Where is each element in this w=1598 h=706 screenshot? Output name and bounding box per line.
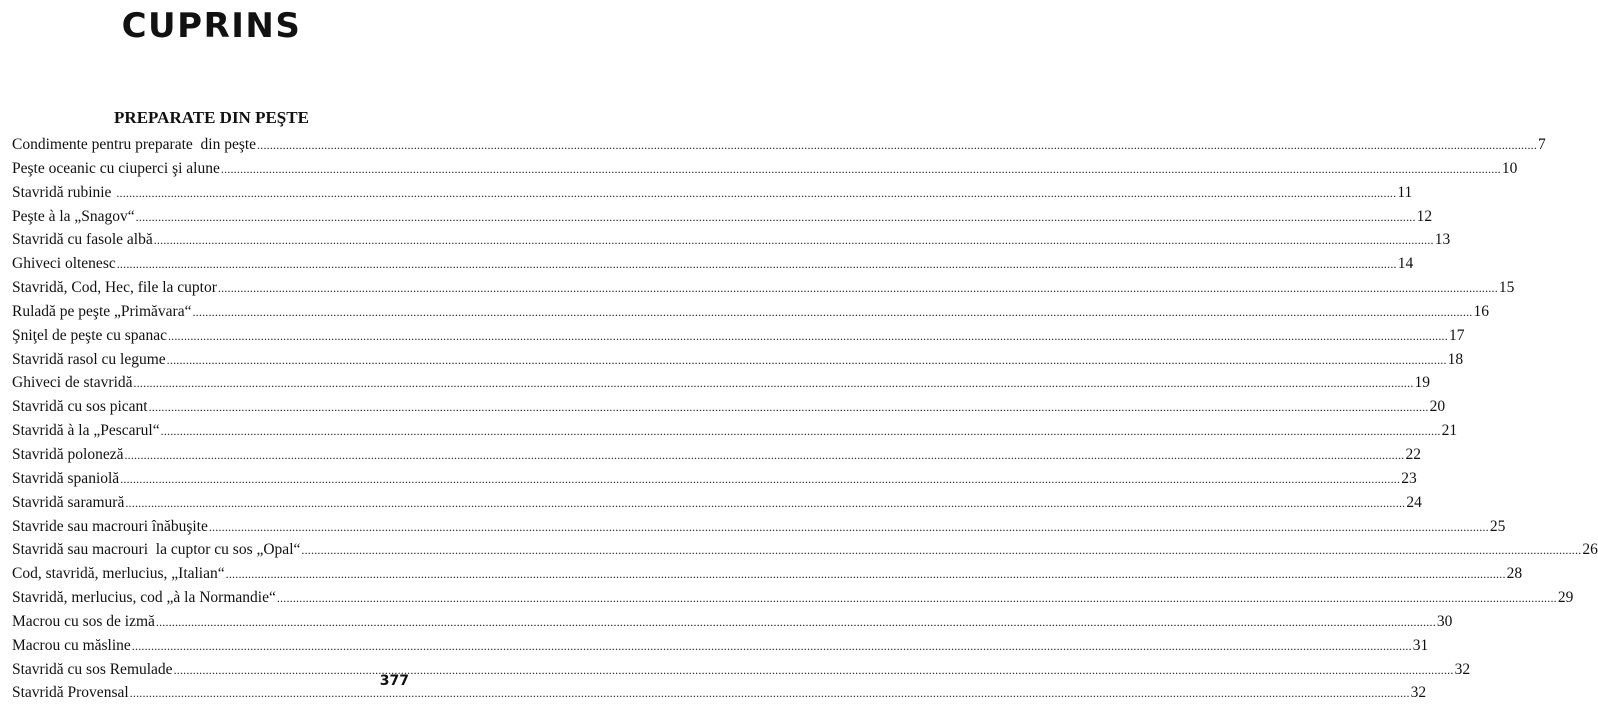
toc-entry-page: 29 <box>1557 589 1574 607</box>
dot-leader: ................................................................................................................................................................................................................................................................................................................................................................................................................ <box>167 328 1448 343</box>
toc-entry-title: Stavridă rasol cu legume <box>12 350 166 368</box>
toc-entry-page: 18 <box>1447 350 1464 368</box>
table-of-contents <box>12 133 1598 705</box>
toc-entry-title: Peşte à la „Snagov“ <box>12 207 135 225</box>
dot-leader: ................................................................................................................................................................................................................................................................................................................................................................................................................ <box>131 638 1412 653</box>
toc-entry <box>12 491 1422 515</box>
dot-leader: ................................................................................................................................................................................................................................................................................................................................................................................................................ <box>301 543 1582 558</box>
dot-leader: ................................................................................................................................................................................................................................................................................................................................................................................................................ <box>208 519 1489 534</box>
toc-entry-page: 23 <box>1401 469 1417 487</box>
toc-entry <box>12 300 1489 324</box>
toc-entry-page: 32 <box>1454 660 1471 678</box>
toc-entry-title: Stavridă, Cod, Hec, file la cuptor <box>12 279 217 297</box>
toc-entry <box>12 371 1431 395</box>
toc-entry-page: 21 <box>1441 422 1458 440</box>
toc-entry-page: 28 <box>1506 565 1523 583</box>
toc-entry-title: Stavridă poloneză <box>12 445 124 463</box>
toc-entry-page: 25 <box>1489 517 1506 535</box>
toc-entry-page: 7 <box>1538 136 1546 153</box>
toc-entry-page: 10 <box>1501 159 1518 177</box>
toc-entry-page: 31 <box>1412 636 1429 654</box>
toc-entry-title: Stavridă cu fasole albă <box>12 231 153 249</box>
toc-entry <box>12 515 1506 539</box>
toc-entry <box>12 228 1451 252</box>
toc-entry-page: 17 <box>1448 326 1465 344</box>
dot-leader: ................................................................................................................................................................................................................................................................................................................................................................................................................ <box>276 591 1557 606</box>
toc-entry <box>12 324 1465 348</box>
toc-entry <box>12 157 1518 181</box>
toc-entry <box>12 443 1421 467</box>
dot-leader: ................................................................................................................................................................................................................................................................................................................................................................................................................ <box>220 161 1501 176</box>
toc-entry-title: Ruladă pe peşte „Primăvara“ <box>12 302 192 320</box>
toc-entry-title: Stavridă saramură <box>12 493 125 511</box>
toc-entry <box>12 634 1429 658</box>
toc-entry-page: 26 <box>1582 541 1598 559</box>
toc-entry-page: 16 <box>1473 302 1489 320</box>
page-number: 377 <box>379 673 409 689</box>
dot-leader: ................................................................................................................................................................................................................................................................................................................................................................................................................ <box>257 138 1538 152</box>
dot-leader: ................................................................................................................................................................................................................................................................................................................................................................................................................ <box>153 233 1434 248</box>
toc-entry-page: 12 <box>1416 207 1433 225</box>
toc-entry-title: Macrou cu măsline <box>12 636 131 654</box>
toc-entry <box>12 610 1453 634</box>
toc-entry-title: Stavridă rubinie <box>12 183 116 201</box>
toc-entry-title: Stavridă à la „Pescarul“ <box>12 422 160 440</box>
page-title: CUPRINS <box>121 6 302 46</box>
toc-entry-title: Şniţel de peşte cu spanac <box>12 326 167 344</box>
toc-entry-page: 11 <box>1397 183 1413 201</box>
dot-leader: ................................................................................................................................................................................................................................................................................................................................................................................................................ <box>135 209 1416 224</box>
toc-entry <box>12 133 1546 157</box>
toc-entry <box>12 348 1464 372</box>
toc-entry <box>12 586 1574 610</box>
toc-entry <box>12 395 1446 419</box>
dot-leader: ................................................................................................................................................................................................................................................................................................................................................................................................................ <box>116 185 1397 200</box>
toc-entry-title: Macrou cu sos de izmă <box>12 612 155 630</box>
toc-entry <box>12 538 1598 562</box>
dot-leader: ................................................................................................................................................................................................................................................................................................................................................................................................................ <box>217 281 1498 296</box>
toc-entry-title: Stavridă sau macrouri la cuptor cu sos „Opal“ <box>12 541 301 559</box>
dot-leader: ................................................................................................................................................................................................................................................................................................................................................................................................................ <box>133 376 1414 391</box>
toc-entry-page: 13 <box>1434 231 1451 249</box>
toc-entry-title: Stavridă, merlucius, cod „à la Normandie“ <box>12 589 276 607</box>
toc-entry <box>12 562 1523 586</box>
toc-entry-page: 32 <box>1410 684 1427 702</box>
toc-entry <box>12 205 1433 229</box>
dot-leader: ................................................................................................................................................................................................................................................................................................................................................................................................................ <box>155 614 1436 629</box>
toc-entry-title: Stavride sau macrouri înăbuşite <box>12 517 208 535</box>
toc-entry-title: Condimente pentru preparate din peşte <box>12 136 257 153</box>
toc-entry-title: Stavridă spaniolă <box>12 469 120 487</box>
dot-leader: ................................................................................................................................................................................................................................................................................................................................................................................................................ <box>124 447 1405 462</box>
toc-entry <box>12 276 1515 300</box>
toc-entry-title: Cod, stavridă, merlucius, „Italian“ <box>12 565 225 583</box>
dot-leader: ................................................................................................................................................................................................................................................................................................................................................................................................................ <box>225 567 1506 582</box>
dot-leader: ................................................................................................................................................................................................................................................................................................................................................................................................................ <box>129 686 1410 701</box>
toc-entry <box>12 467 1417 491</box>
toc-entry-page: 20 <box>1429 398 1446 416</box>
toc-entry-page: 15 <box>1498 279 1515 297</box>
dot-leader: ................................................................................................................................................................................................................................................................................................................................................................................................................ <box>120 471 1401 486</box>
toc-entry-title: Peşte oceanic cu ciuperci şi alune <box>12 159 220 177</box>
toc-entry-title: Stavridă cu sos picant <box>12 398 148 416</box>
dot-leader: ................................................................................................................................................................................................................................................................................................................................................................................................................ <box>148 400 1429 415</box>
dot-leader: ................................................................................................................................................................................................................................................................................................................................................................................................................ <box>116 257 1397 272</box>
toc-entry-page: 24 <box>1406 493 1422 511</box>
toc-entry-title: Ghiveci oltenesc <box>12 255 116 273</box>
dot-leader: ................................................................................................................................................................................................................................................................................................................................................................................................................ <box>166 352 1447 367</box>
toc-entry-title: Ghiveci de stavridă <box>12 374 133 392</box>
toc-entry-page: 14 <box>1397 255 1414 273</box>
dot-leader: ................................................................................................................................................................................................................................................................................................................................................................................................................ <box>125 495 1406 510</box>
toc-entry <box>12 181 1413 205</box>
toc-entry-page: 22 <box>1405 445 1421 463</box>
toc-entry-title: Stavridă Provensal <box>12 684 129 702</box>
toc-entry-page: 19 <box>1414 374 1431 392</box>
section-title: PREPARATE DIN PEŞTE <box>114 108 309 127</box>
dot-leader: ................................................................................................................................................................................................................................................................................................................................................................................................................ <box>192 304 1473 319</box>
toc-entry-page: 30 <box>1436 612 1453 630</box>
toc-entry <box>12 252 1414 276</box>
dot-leader: ................................................................................................................................................................................................................................................................................................................................................................................................................ <box>173 662 1454 677</box>
toc-entry <box>12 419 1458 443</box>
dot-leader: ................................................................................................................................................................................................................................................................................................................................................................................................................ <box>160 424 1441 439</box>
toc-entry-title: Stavridă cu sos Remulade <box>12 660 173 678</box>
